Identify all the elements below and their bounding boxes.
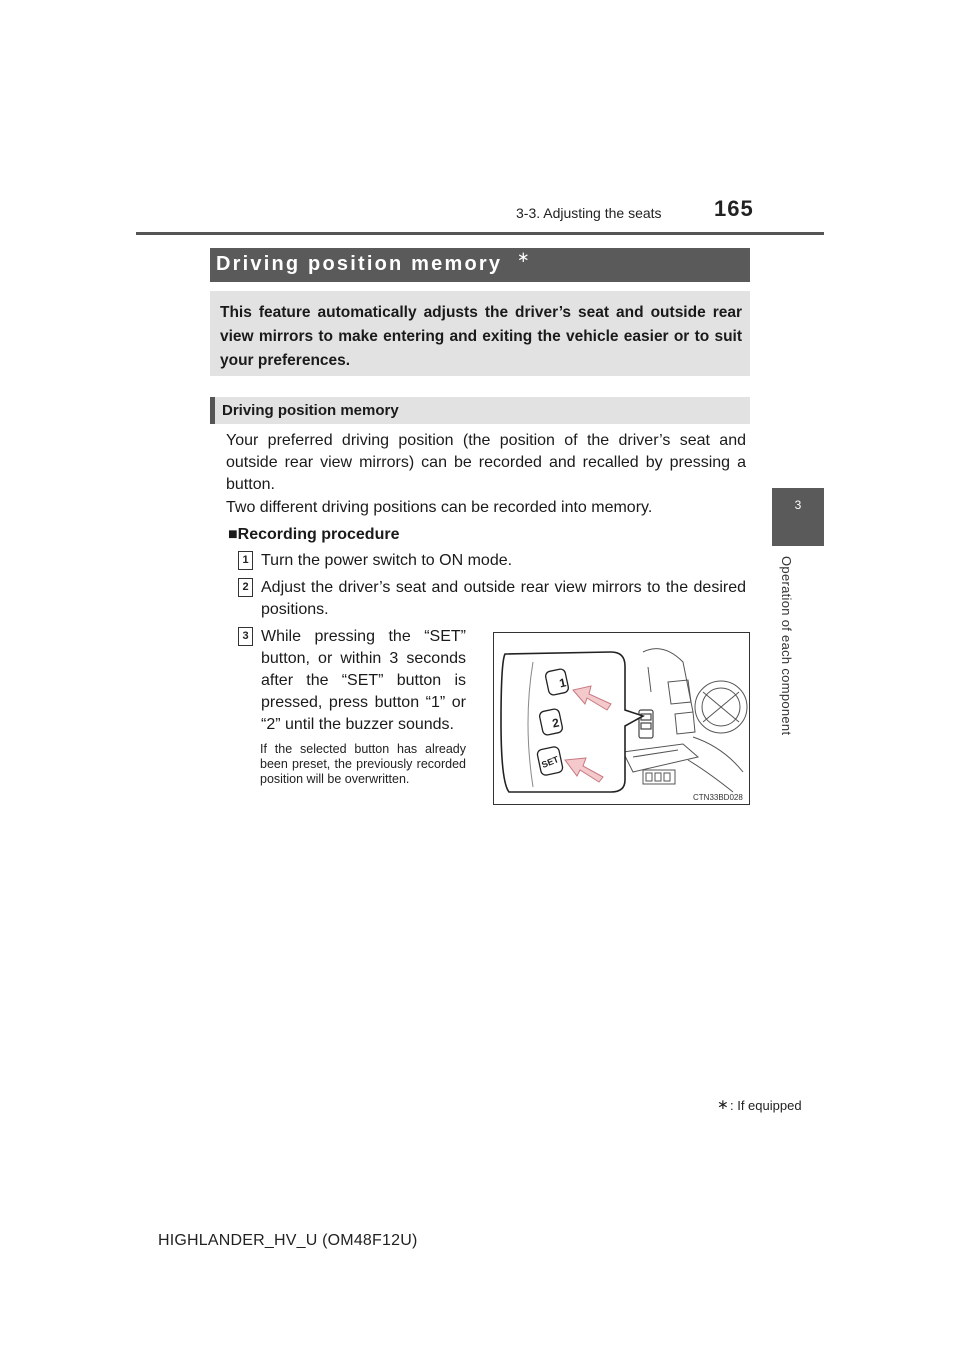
subheading: Driving position memory <box>222 402 399 419</box>
procedure-heading: ■Recording procedure <box>228 526 400 543</box>
step-text: Adjust the driver’s seat and outside rear view mirrors to the desired positions. <box>261 579 746 618</box>
body-paragraph: Two different driving positions can be recorded into memory. <box>226 499 653 516</box>
footnote-asterisk: ∗ <box>717 1096 729 1112</box>
memory-button-1-label: 1 <box>557 675 568 691</box>
chapter-tab-number: 3 <box>794 498 802 512</box>
chapter-title-vertical: Operation of each component <box>779 556 794 736</box>
footnote: : If equipped <box>730 1098 802 1113</box>
step-text: While pressing the “SET” button, or within 3 seconds after the “SET” button is pressed, press button “1” or “2” until the buzzer sounds. <box>261 628 466 733</box>
memory-button-2-label: 2 <box>550 715 561 731</box>
step-note: If the selected button has already been preset, the previously recorded position will be overwritten. <box>260 742 466 786</box>
header-rule <box>136 232 824 235</box>
subheading-accent <box>210 397 215 424</box>
illustration-code: CTN33BD028 <box>693 793 743 802</box>
page-number: 165 <box>714 196 754 221</box>
memory-buttons-illustration <box>493 632 750 805</box>
body-paragraph: Your preferred driving position (the position of the driver’s seat and outside rear view mirrors) can be recorded and recalled by pressing a button. <box>226 432 746 493</box>
set-button-label: SET <box>540 754 561 770</box>
intro-text: This feature automatically adjusts the driver’s seat and outside rear view mirrors to make entering and exiting the vehicle easier or to suit your preferences. <box>220 304 742 369</box>
step-number: 3 <box>238 627 253 646</box>
running-header-section: 3-3. Adjusting the seats <box>516 205 662 221</box>
chapter-tab <box>772 488 824 546</box>
step-text: Turn the power switch to ON mode. <box>261 552 513 569</box>
step-number: 2 <box>238 578 253 597</box>
equipped-asterisk: ∗ <box>517 249 530 266</box>
step-number: 1 <box>238 551 253 570</box>
section-title: Driving position memory <box>216 253 503 275</box>
footer-model-code: HIGHLANDER_HV_U (OM48F12U) <box>158 1232 418 1249</box>
